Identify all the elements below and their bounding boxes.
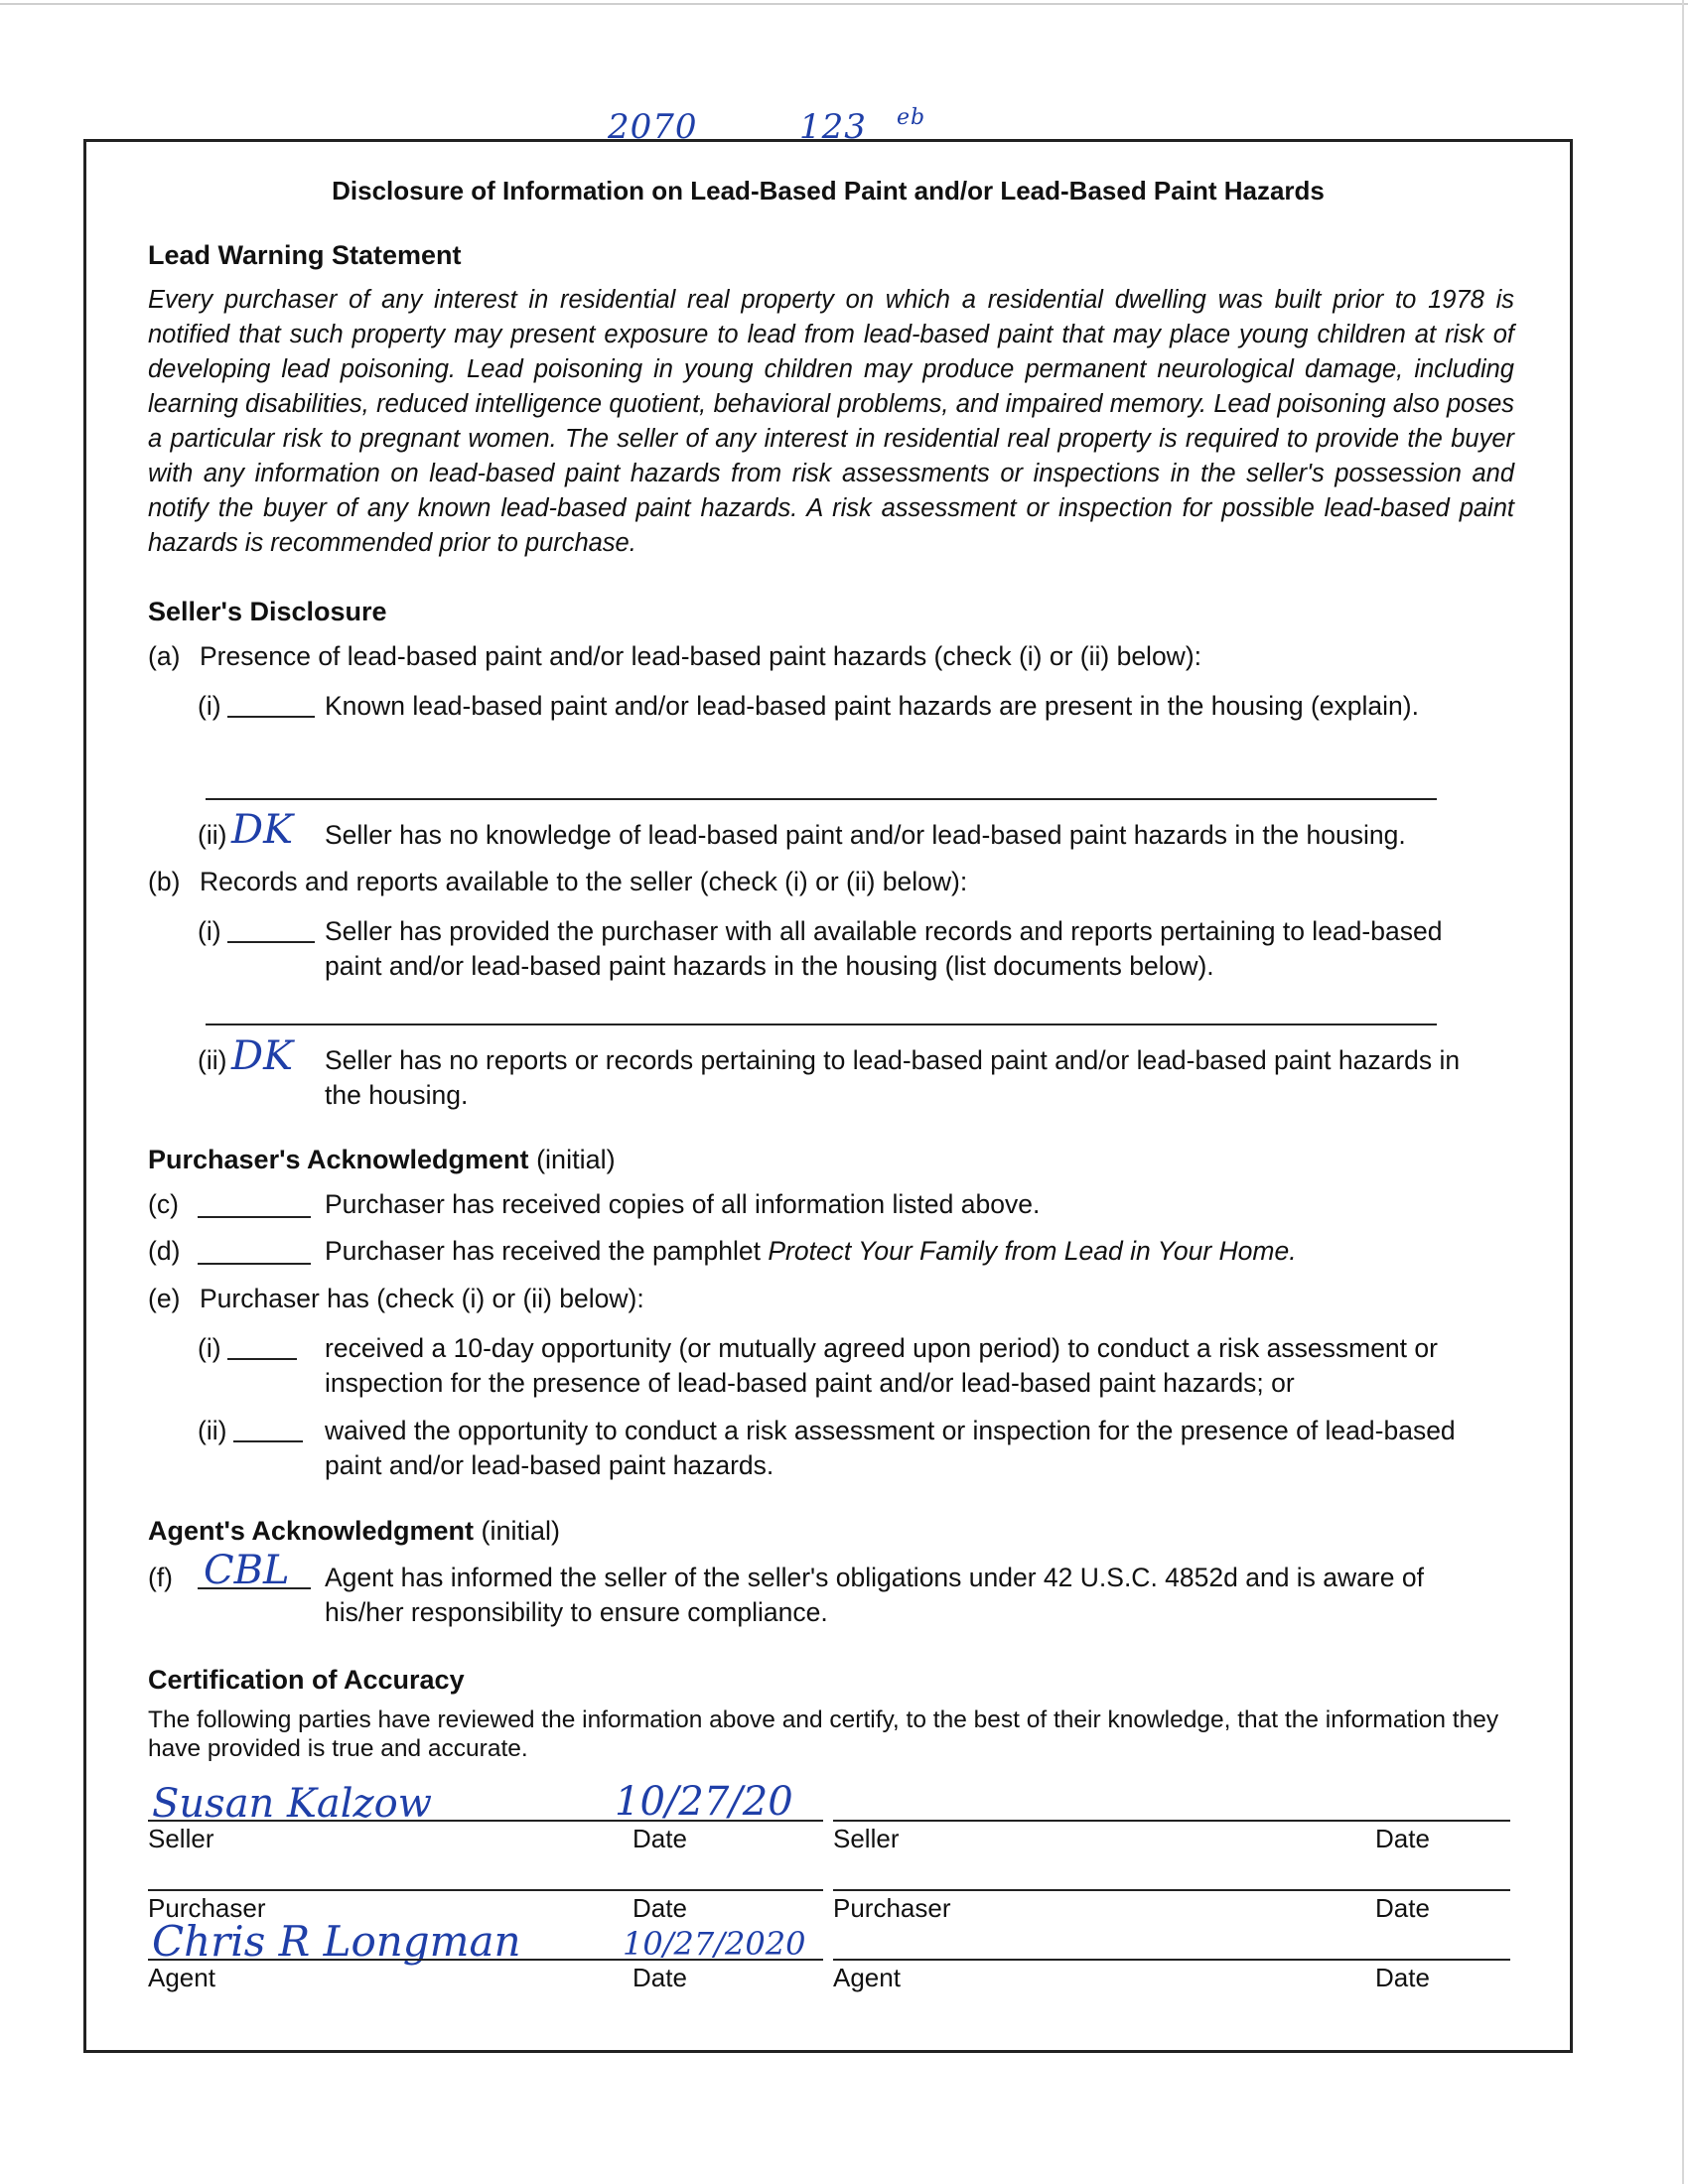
- certification-heading: Certification of Accuracy: [148, 1665, 465, 1695]
- agent-ack-title: Agent's Acknowledgment: [148, 1516, 474, 1546]
- purchaser-date-label-1: Date: [633, 1893, 687, 1923]
- item-b-list-field[interactable]: [206, 1024, 1437, 1025]
- agent-date-label-1: Date: [633, 1963, 687, 1992]
- item-f-initials: CBL: [204, 1548, 290, 1593]
- handwritten-initials-small: eb: [897, 105, 926, 130]
- agent-signature: Chris R Longman: [152, 1917, 521, 1966]
- item-e-ii-initial-field[interactable]: [233, 1440, 303, 1442]
- item-e-label: (e): [148, 1284, 181, 1313]
- item-d-initial-field[interactable]: [198, 1263, 311, 1265]
- agent-signature-date: 10/27/2020: [623, 1925, 806, 1963]
- item-d-label: (d): [148, 1236, 181, 1266]
- seller-label-1: Seller: [148, 1824, 214, 1853]
- seller-date-label-1: Date: [633, 1824, 687, 1853]
- purchaser-label-2: Purchaser: [833, 1893, 951, 1923]
- item-b-ii-label: (ii): [198, 1045, 227, 1075]
- item-a-i-label: (i): [198, 691, 221, 721]
- item-b-ii-text: Seller has no reports or records pertaining to lead-based paint and/or lead-based paint hazards in the housing.: [325, 1045, 1461, 1110]
- seller-signature-line-1[interactable]: [148, 1820, 823, 1822]
- purchaser-ack-heading: [148, 1145, 616, 1175]
- item-f-text: Agent has informed the seller of the seller's obligations under 42 U.S.C. 4852d and is aware of his/her responsibility to ensure compliance.: [325, 1563, 1424, 1627]
- item-a-ii-initials: DK: [231, 807, 293, 853]
- item-a-ii-label: (ii): [198, 820, 227, 850]
- agent-label-2: Agent: [833, 1963, 901, 1992]
- item-b-i-text: Seller has provided the purchaser with all available records and reports pertaining to lead-based paint and/or lead-based paint hazards in the housing (list documents below).: [325, 916, 1443, 981]
- purchaser-label-1: Purchaser: [148, 1893, 266, 1923]
- lead-warning-heading: Lead Warning Statement: [148, 240, 462, 270]
- seller-signature-line-2[interactable]: [833, 1820, 1510, 1822]
- item-b-ii-initials: DK: [231, 1033, 293, 1079]
- item-a-i-text: Known lead-based paint and/or lead-based paint hazards are present in the housing (explain).: [325, 691, 1419, 721]
- purchaser-ack-initial-note: (initial): [536, 1145, 616, 1174]
- item-a-text: Presence of lead-based paint and/or lead-based paint hazards (check (i) or (ii) below):: [200, 641, 1202, 671]
- certification-text: The following parties have reviewed the information above and certify, to the best of their knowledge, that the information they have provided is true and accurate.: [148, 1706, 1499, 1762]
- item-c-initial-field[interactable]: [198, 1216, 311, 1218]
- document-title: Disclosure of Information on Lead-Based Paint and/or Lead-Based Paint Hazards: [332, 176, 1325, 205]
- agent-ack-heading: [148, 1516, 560, 1547]
- item-e-ii-label: (ii): [198, 1416, 227, 1445]
- handwritten-file-number: 2070: [608, 107, 698, 147]
- item-e-i-initial-field[interactable]: [227, 1358, 297, 1360]
- item-a-ii-text: Seller has no knowledge of lead-based paint and/or lead-based paint hazards in the housing.: [325, 820, 1406, 850]
- agent-label-1: Agent: [148, 1963, 215, 1992]
- item-a-label: (a): [148, 641, 181, 671]
- item-c-label: (c): [148, 1189, 179, 1219]
- item-b-i-initial-field[interactable]: [227, 941, 315, 943]
- disclosure-form: [83, 139, 1573, 2053]
- item-a-explain-field[interactable]: [206, 798, 1437, 800]
- lead-warning-text: Every purchaser of any interest in residential real property on which a residential dwelling was built prior to 1978 is notified that such property may present exposure to lead from lead-based paint that may place young children at risk of developing lead poisoning. Lead poisoning in young children may produce permanent neurological damage, including learning disabilities, reduced intelligence quotient, behavioral problems, and impaired memory. Lead poisoning also poses a particular risk to pregnant women. The seller of any interest in residential real property is required to provide the buyer with any information on lead-based paint hazards from risk assessments or inspections in the seller's possession and notify the buyer of any known lead-based paint hazards. A risk assessment or inspection for possible lead-based paint hazards is recommended prior to purchase.: [148, 286, 1514, 557]
- purchaser-signature-line-2[interactable]: [833, 1889, 1510, 1891]
- item-e-text: Purchaser has (check (i) or (ii) below):: [200, 1284, 644, 1313]
- pamphlet-title: Protect Your Family from Lead in Your Home.: [768, 1236, 1297, 1266]
- item-e-i-label: (i): [198, 1333, 221, 1363]
- agent-ack-initial-note: (initial): [481, 1516, 560, 1546]
- handwritten-lot-number: 123: [799, 107, 867, 147]
- item-b-label: (b): [148, 867, 181, 896]
- agent-signature-line-1[interactable]: [148, 1959, 823, 1961]
- purchaser-ack-title: Purchaser's Acknowledgment: [148, 1145, 529, 1174]
- item-d-text-plain: Purchaser has received the pamphlet: [325, 1236, 769, 1266]
- scan-top-edge: [0, 3, 1688, 5]
- agent-date-label-2: Date: [1375, 1963, 1430, 1992]
- seller-label-2: Seller: [833, 1824, 900, 1853]
- purchaser-signature-line-1[interactable]: [148, 1889, 823, 1891]
- purchaser-date-label-2: Date: [1375, 1893, 1430, 1923]
- item-b-text: Records and reports available to the seller (check (i) or (ii) below):: [200, 867, 968, 896]
- item-e-i-text: received a 10-day opportunity (or mutually agreed upon period) to conduct a risk assessment or inspection for the presence of lead-based paint and/or lead-based paint hazards; or: [325, 1333, 1438, 1398]
- item-f-label: (f): [148, 1563, 174, 1592]
- agent-signature-line-2[interactable]: [833, 1959, 1510, 1961]
- scan-right-edge: [1682, 0, 1684, 2184]
- item-c-text: Purchaser has received copies of all information listed above.: [325, 1189, 1041, 1219]
- item-b-i-label: (i): [198, 916, 221, 946]
- item-d-text: [325, 1236, 1297, 1267]
- item-a-i-initial-field[interactable]: [227, 716, 315, 718]
- seller-date-label-2: Date: [1375, 1824, 1430, 1853]
- seller-signature-date: 10/27/20: [615, 1779, 793, 1825]
- seller-disclosure-heading: Seller's Disclosure: [148, 597, 387, 626]
- seller-signature: Susan Kalzow: [152, 1781, 432, 1827]
- item-e-ii-text: waived the opportunity to conduct a risk assessment or inspection for the presence of lead-based paint and/or lead-based paint hazards.: [325, 1416, 1456, 1480]
